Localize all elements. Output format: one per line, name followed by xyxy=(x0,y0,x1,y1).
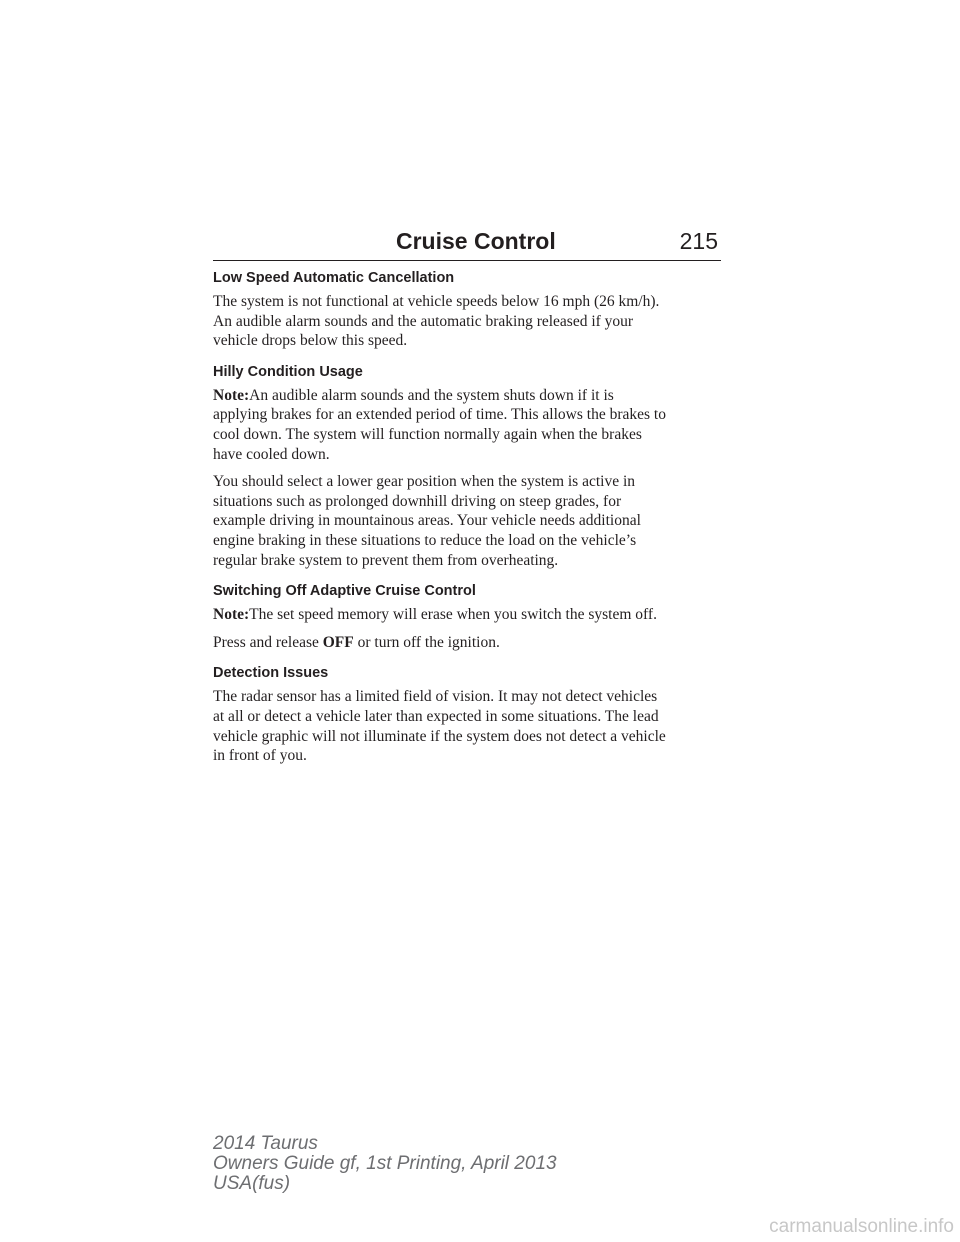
section-low-speed-cancellation xyxy=(213,268,733,351)
text-line: at all or detect a vehicle later than expected in some situations. The lead xyxy=(213,707,659,725)
text-line: have cooled down. xyxy=(213,445,330,463)
off-button-label: OFF xyxy=(322,633,354,651)
text-line: You should select a lower gear position when the system is active in xyxy=(213,473,636,491)
text-line xyxy=(213,605,733,625)
page-content xyxy=(213,268,733,774)
note-text: The set speed memory will erase when you switch the system off. xyxy=(249,606,657,624)
text-line: engine braking in these situations to reduce the load on the vehicle’s xyxy=(213,531,637,549)
chapter-title: Cruise Control xyxy=(396,228,556,254)
note-paragraph xyxy=(213,605,733,625)
paragraph xyxy=(213,633,733,653)
text-line: applying brakes for an extended period of time. This allows the brakes to xyxy=(213,406,666,424)
instruction-text: or turn off the ignition. xyxy=(353,633,500,651)
text-line: situations such as prolonged downhill driving on steep grades, for xyxy=(213,492,622,510)
footer-printing: Owners Guide gf, 1st Printing, April 2013 xyxy=(213,1153,557,1174)
section-heading: Detection Issues xyxy=(213,665,329,682)
section-hilly-condition xyxy=(213,362,733,570)
text-line: vehicle graphic will not illuminate if the system does not detect a vehicle xyxy=(213,727,666,745)
section-heading: Hilly Condition Usage xyxy=(213,363,363,380)
text-line: example driving in mountainous areas. Your vehicle needs additional xyxy=(213,512,641,530)
page-number: 215 xyxy=(679,228,718,254)
text-line: cool down. The system will function normally again when the brakes xyxy=(213,425,642,443)
section-heading: Switching Off Adaptive Cruise Control xyxy=(213,583,476,600)
footer-model: 2014 Taurus xyxy=(213,1133,318,1154)
page-header xyxy=(213,226,721,261)
section-switching-off xyxy=(213,581,733,652)
text-line: The radar sensor has a limited field of vision. It may not detect vehicles xyxy=(213,688,658,706)
text-line: An audible alarm sounds and the automatic braking released if your xyxy=(213,312,634,330)
text-line xyxy=(213,633,733,653)
instruction-text: Press and release xyxy=(213,633,323,651)
section-heading: Low Speed Automatic Cancellation xyxy=(213,270,455,286)
paragraph xyxy=(213,472,733,570)
footer-region xyxy=(213,1174,557,1194)
note-label: Note: xyxy=(213,606,250,624)
text-line: The system is not functional at vehicle speeds below 16 mph (26 km/h). xyxy=(213,293,660,310)
footer-region-main: USA xyxy=(213,1173,253,1194)
note-paragraph xyxy=(213,386,733,464)
note-label: Note: xyxy=(213,386,250,404)
text-line: regular brake system to prevent them from overheating. xyxy=(213,551,559,569)
text-line: vehicle drops below this speed. xyxy=(213,332,408,350)
document-footer xyxy=(213,1134,557,1194)
text-line xyxy=(213,386,733,406)
paragraph xyxy=(213,292,733,351)
note-text: An audible alarm sounds and the system shuts down if it is xyxy=(249,386,614,404)
paragraph xyxy=(213,687,733,765)
watermark: carmanualsonline.info xyxy=(769,1216,954,1237)
footer-region-code: (fus) xyxy=(252,1173,291,1194)
section-detection-issues xyxy=(213,663,733,765)
text-line: in front of you. xyxy=(213,747,307,765)
